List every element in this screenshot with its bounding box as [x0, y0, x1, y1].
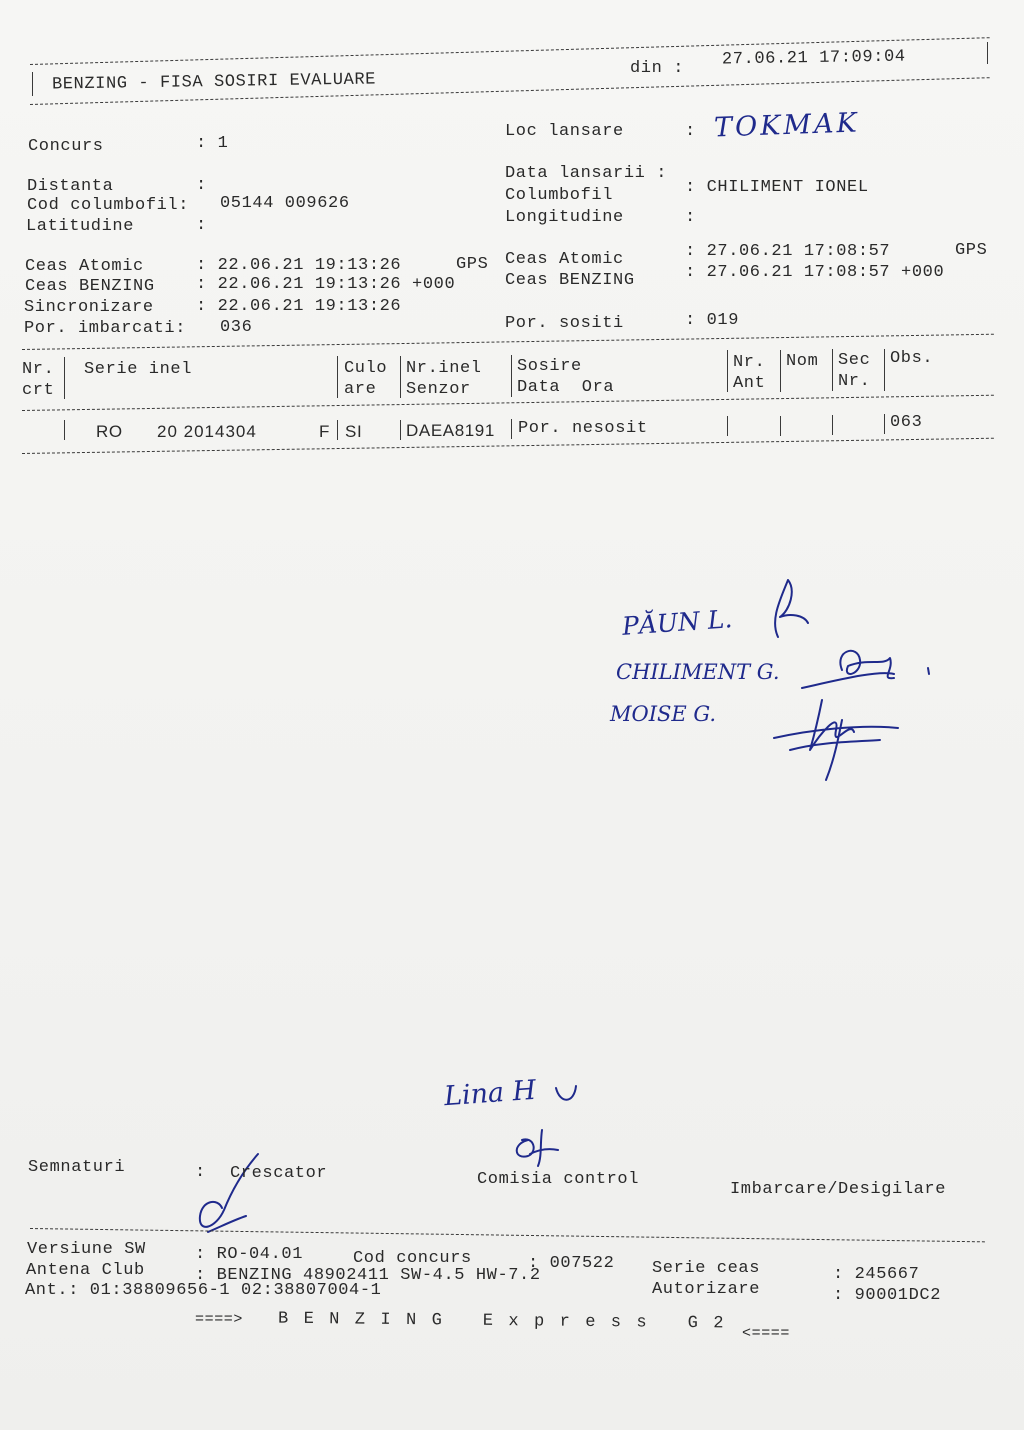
loc-lansare-label: Loc lansare: [505, 122, 624, 141]
row-sep: [64, 420, 65, 440]
col-sep: [64, 357, 65, 399]
th-serie-inel: Serie inel: [84, 360, 193, 379]
serie-ceas-value: : 245667: [833, 1265, 920, 1284]
end-ceas-atomic-value: : 27.06.21 17:08:57: [685, 242, 891, 261]
col-sep: [780, 350, 781, 392]
table-header-rule: [22, 395, 994, 411]
cod-concurs-label: Cod concurs: [353, 1249, 472, 1268]
semnaturi-label: Semnaturi: [28, 1158, 126, 1177]
signature-moise: [770, 680, 910, 790]
start-ceas-atomic-gps: GPS: [456, 255, 489, 274]
th-obs: Obs.: [890, 349, 934, 368]
col-sep: [511, 355, 512, 397]
row-sep: [780, 416, 781, 436]
por-imbarcati-value: 036: [220, 318, 253, 337]
start-ceas-atomic-label: Ceas Atomic: [25, 257, 144, 276]
print-date-label: din :: [630, 59, 685, 78]
th-nr-crt-2: crt: [22, 381, 55, 400]
serie-ceas-label: Serie ceas: [652, 1259, 761, 1278]
row-sosire: Por. nesosit: [518, 419, 648, 438]
col-sep: [884, 349, 885, 391]
ant-line: Ant.: 01:38809656-1 02:38807004-1: [25, 1281, 382, 1300]
semnaturi-colon: :: [195, 1163, 206, 1182]
th-culoare: Culo: [344, 359, 388, 378]
row-serie-inel: 20 2014304: [157, 422, 257, 441]
th-sec: Sec: [838, 351, 871, 370]
col-sep: [832, 349, 833, 391]
col-sep: [727, 350, 728, 392]
distanta-label: Distanta: [27, 177, 114, 196]
imbarcare-desigilare-label: Imbarcare/Desigilare: [730, 1180, 947, 1199]
versiune-sw-label: Versiune SW: [27, 1240, 146, 1259]
row-sep: [884, 414, 885, 434]
row-country: RO: [96, 422, 123, 441]
sincronizare-label: Sincronizare: [24, 298, 154, 317]
end-ceas-benzing-label: Ceas BENZING: [505, 271, 635, 290]
autorizare-value: : 90001DC2: [833, 1286, 942, 1305]
header-left-bar: [32, 72, 33, 96]
brand-arrow-left: ====>: [195, 1311, 244, 1328]
antena-club-label: Antena Club: [26, 1261, 145, 1280]
th-nr-inel: Nr.inel: [406, 359, 482, 378]
document-title: BENZING - FISA SOSIRI EVALUARE: [51, 70, 377, 95]
end-ceas-atomic-gps: GPS: [955, 241, 988, 260]
por-sositi-label: Por. sositi: [505, 314, 624, 333]
row-sep: [400, 420, 401, 440]
th-culoare-2: are: [344, 380, 377, 399]
brand-line: B E N Z I N G E x p r e s s G 2: [277, 1309, 727, 1334]
brand-arrow-right: <====: [742, 1325, 791, 1342]
end-ceas-atomic-label: Ceas Atomic: [505, 250, 624, 269]
loc-lansare-colon: :: [685, 122, 696, 141]
row-obs: 063: [890, 413, 923, 432]
signature-comisia: [508, 1120, 568, 1170]
th-nr-ant-2: Ant: [733, 374, 766, 393]
por-imbarcati-label: Por. imbarcati:: [24, 319, 187, 338]
th-nr-crt: Nr.: [22, 360, 55, 379]
start-ceas-benzing-value: : 22.06.21 19:13:26 +000: [196, 275, 456, 294]
concurs-value: : 1: [196, 134, 229, 153]
sincronizare-value: : 22.06.21 19:13:26: [196, 297, 402, 316]
row-sep: [337, 420, 338, 440]
print-date-value: 27.06.21 17:09:04: [721, 47, 906, 70]
row-sep: [727, 416, 728, 436]
th-data-ora: Data Ora: [517, 378, 615, 397]
cod-concurs-value: : 007522: [528, 1254, 615, 1273]
footer-rule: [30, 1228, 985, 1242]
th-senzor: Senzor: [406, 380, 471, 399]
start-ceas-benzing-label: Ceas BENZING: [25, 277, 155, 296]
handwritten-name-chiliment: CHILIMENT G.: [616, 660, 780, 684]
th-nom: Nom: [786, 352, 819, 371]
loc-lansare-handwritten: TOKMAK: [713, 107, 861, 144]
antena-club-value: : BENZING 48902411 SW-4.5 HW-7.2: [195, 1266, 541, 1285]
latitudine-value: :: [196, 216, 207, 235]
row-sex: F: [319, 422, 330, 441]
longitudine-label: Longitudine: [505, 208, 624, 227]
th-nr-ant: Nr.: [733, 353, 766, 372]
header-right-bar: [987, 42, 988, 64]
latitudine-label: Latitudine: [26, 217, 135, 236]
th-sosire: Sosire: [517, 357, 582, 376]
handwritten-name-paun: PĂUN L.: [621, 604, 734, 641]
cod-columbofil-value: 05144 009626: [220, 194, 350, 213]
col-sep: [337, 356, 338, 398]
cod-columbofil-label: Cod columbofil:: [27, 196, 190, 215]
autorizare-label: Autorizare: [652, 1280, 761, 1299]
handwritten-name-lina: Lina H: [443, 1074, 538, 1113]
signature-lina-loop: [550, 1080, 590, 1110]
col-sep: [400, 356, 401, 398]
columbofil-value: : CHILIMENT IONEL: [685, 178, 869, 197]
row-sep: [832, 415, 833, 435]
crescator-label: Crescator: [230, 1164, 328, 1183]
distanta-value: :: [196, 176, 207, 195]
por-sositi-value: : 019: [685, 311, 740, 330]
end-ceas-benzing-value: : 27.06.21 17:08:57 +000: [685, 263, 945, 282]
data-lansarii-label: Data lansarii :: [505, 164, 668, 183]
row-culoare: SI: [345, 422, 363, 441]
comisia-control-label: Comisia control: [477, 1170, 640, 1189]
concurs-label: Concurs: [28, 137, 104, 156]
th-sec-nr: Nr.: [838, 372, 871, 391]
columbofil-label: Columbofil: [505, 186, 614, 205]
longitudine-value: :: [685, 208, 696, 227]
start-ceas-atomic-value: : 22.06.21 19:13:26: [196, 256, 402, 275]
handwritten-name-moise: MOISE G.: [610, 702, 717, 726]
row-senzor: DAEA8191: [406, 421, 495, 440]
versiune-sw-value: : RO-04.01: [195, 1245, 304, 1264]
row-sep: [511, 419, 512, 439]
signature-paun: [760, 575, 820, 645]
